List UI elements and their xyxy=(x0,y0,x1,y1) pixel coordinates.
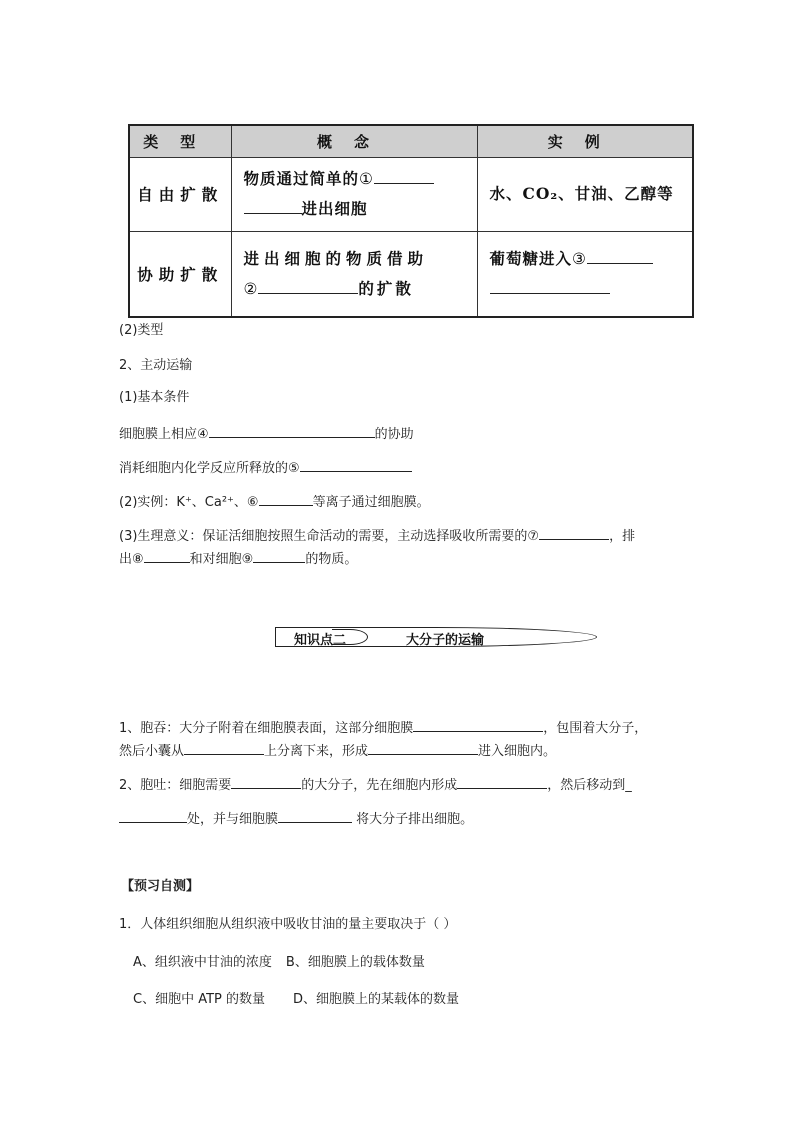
text: 的大分子，先在细胞内形成 xyxy=(301,778,458,793)
text: 等离子通过细胞膜。 xyxy=(312,495,430,510)
text: 消耗细胞内化学反应所释放的⑤ xyxy=(119,461,300,476)
blank-exo-3[interactable] xyxy=(119,809,187,823)
text: 细胞膜上相应④ xyxy=(119,427,209,442)
blank-1[interactable] xyxy=(374,168,434,184)
blank-5[interactable] xyxy=(300,458,412,472)
blank-4[interactable] xyxy=(209,424,375,438)
blank-1-cont[interactable] xyxy=(244,198,302,214)
blank-mark: ① xyxy=(359,170,374,188)
blank-endo-1[interactable] xyxy=(413,718,543,732)
text: 处，并与细胞膜 xyxy=(187,812,279,827)
text: 进入细胞内。 xyxy=(478,744,557,759)
self-test-title: 【预习自测】 xyxy=(121,879,200,894)
basic-conditions-heading: (1)基本条件 xyxy=(119,390,190,405)
option-a[interactable]: A、组织液中甘油的浓度 xyxy=(133,955,272,970)
example-line xyxy=(119,492,430,512)
blank-8[interactable] xyxy=(144,549,190,563)
blank-2[interactable] xyxy=(258,278,358,294)
type-facilitated-diffusion: 协助扩散 xyxy=(137,264,224,284)
blank-exo-2[interactable] xyxy=(457,775,547,789)
type-free-diffusion: 自由扩散 xyxy=(137,185,224,204)
blank-3-cont[interactable] xyxy=(490,278,610,294)
example-text: 葡萄糖进入 xyxy=(489,248,573,268)
concept-text: 物质通过简单的 xyxy=(243,169,360,188)
text: ，排 xyxy=(609,529,636,544)
blank-mark: ③ xyxy=(572,249,587,268)
text: 1、胞吞：大分子附着在细胞膜表面，这部分细胞膜 xyxy=(119,721,414,736)
blank-mark: ② xyxy=(243,279,259,298)
text: (2)实例：K⁺、Ca²⁺、⑥ xyxy=(119,495,259,510)
blank-6[interactable] xyxy=(259,492,313,506)
options-row-1 xyxy=(133,954,425,972)
condition-line-2 xyxy=(119,458,412,478)
blank-3[interactable] xyxy=(587,248,653,264)
blank-endo-3[interactable] xyxy=(368,741,478,755)
knowledge-point-label: 知识点二 xyxy=(294,633,347,648)
concept-text: 进出细胞 xyxy=(301,199,368,218)
banner-arc xyxy=(332,629,368,645)
blank-7[interactable] xyxy=(539,526,609,540)
text: (3)生理意义：保证活细胞按照生命活动的需要，主动选择吸收所需要的⑦ xyxy=(119,529,540,544)
blank-9[interactable] xyxy=(253,549,305,563)
table-header-example: 实例 xyxy=(477,125,693,157)
concept-text: 的扩散 xyxy=(358,278,414,298)
exocytosis-line-2 xyxy=(119,809,473,829)
text: 然后小囊从 xyxy=(119,744,185,759)
blank-exo-1[interactable] xyxy=(231,775,301,789)
option-d[interactable]: D、细胞膜上的某载体的数量 xyxy=(293,992,460,1007)
text: 上分离下来，形成 xyxy=(264,744,369,759)
question-1: 1．人体组织细胞从组织液中吸收甘油的量主要取决于（ ） xyxy=(119,917,457,932)
text: 将大分子排出细胞。 xyxy=(352,812,474,827)
table-header-concept: 概念 xyxy=(231,125,477,157)
blank-exo-4[interactable] xyxy=(278,809,352,823)
text: ，包围着大分子， xyxy=(543,721,648,736)
option-b[interactable]: B、细胞膜上的载体数量 xyxy=(285,955,425,970)
text: 出⑧ xyxy=(119,552,144,567)
text: 的物质。 xyxy=(305,552,358,567)
exocytosis-line-1 xyxy=(119,775,632,795)
significance-line-1 xyxy=(119,526,635,546)
text: 的协助 xyxy=(374,427,414,442)
transport-types-table xyxy=(128,124,694,318)
table-row xyxy=(129,231,693,317)
line-types: (2)类型 xyxy=(119,323,164,338)
text: ，然后移动到_ xyxy=(547,778,632,793)
option-c[interactable]: C、细胞中 ATP 的数量 xyxy=(133,992,266,1007)
knowledge-point-banner xyxy=(275,627,597,647)
knowledge-point-title: 大分子的运输 xyxy=(406,633,485,648)
table-row xyxy=(129,157,693,231)
example-text: 水、CO₂、甘油、乙醇等 xyxy=(489,184,674,203)
text: 2、胞吐：细胞需要 xyxy=(119,778,232,793)
significance-line-2 xyxy=(119,549,357,569)
options-row-2 xyxy=(133,991,459,1009)
endocytosis-line-1 xyxy=(119,718,647,738)
concept-text: 进出细胞的物质借助 xyxy=(243,248,429,268)
endocytosis-line-2 xyxy=(119,741,556,761)
text: 和对细胞⑨ xyxy=(189,552,254,567)
condition-line-1 xyxy=(119,424,414,444)
blank-endo-2[interactable] xyxy=(184,741,264,755)
active-transport-heading: 2、主动运输 xyxy=(119,358,193,373)
table-header-type: 类型 xyxy=(129,125,231,157)
